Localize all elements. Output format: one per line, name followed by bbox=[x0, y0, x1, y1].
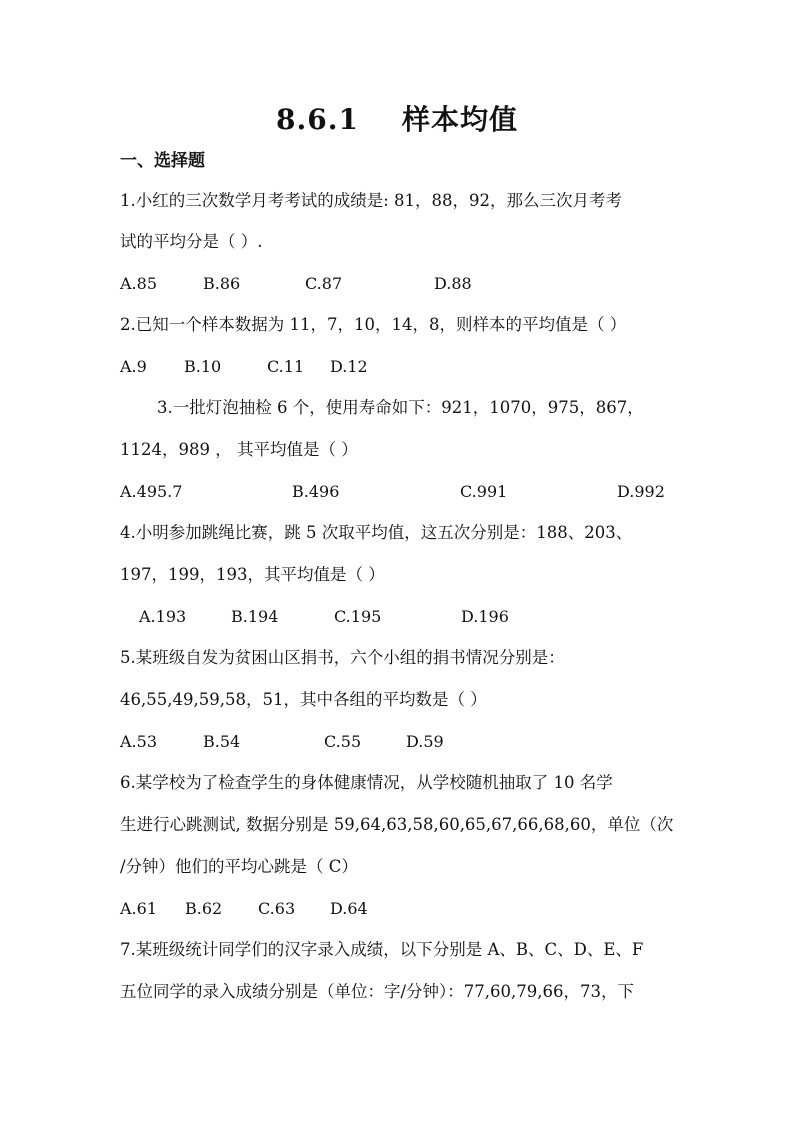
question-1-line-2: 试的平均分是（ ）. bbox=[120, 232, 263, 251]
question-5-option-c: C.55 bbox=[324, 732, 362, 751]
question-3-option-c: C.991 bbox=[460, 482, 508, 501]
question-6-line-1: 6.某学校为了检查学生的身体健康情况，从学校随机抽取了 10 名学 bbox=[120, 773, 613, 792]
question-4-option-b: B.194 bbox=[231, 607, 279, 626]
question-3-line-1: 3.一批灯泡抽检 6 个，使用寿命如下：921，1070，975，867， bbox=[157, 398, 644, 417]
question-6-option-d: D.64 bbox=[330, 899, 368, 918]
question-5-line-2: 46,55,49,59,58，51，其中各组的平均数是（ ） bbox=[120, 690, 487, 709]
question-1-option-a: A.85 bbox=[120, 274, 157, 293]
question-7-line-1: 7.某班级统计同学们的汉字录入成绩，以下分别是 A、B、C、D、E、F bbox=[120, 940, 644, 959]
question-3-line-2: 1124，989 ， 其平均值是（ ） bbox=[120, 440, 358, 459]
question-4-line-2: 197，199，193，其平均值是（ ） bbox=[120, 565, 385, 584]
question-4-line-1: 4.小明参加跳绳比赛，跳 5 次取平均值，这五次分别是：188、203、 bbox=[120, 523, 633, 542]
question-6-line-2: 生进行心跳测试, 数据分别是 59,64,63,58,60,65,67,66,68,60，单位（次 bbox=[120, 815, 674, 834]
question-5-option-a: A.53 bbox=[120, 732, 157, 751]
question-3-option-b: B.496 bbox=[292, 482, 340, 501]
question-1-option-d: D.88 bbox=[434, 274, 472, 293]
question-2-option-a: A.9 bbox=[120, 357, 147, 376]
question-5-line-1: 5.某班级自发为贫困山区捐书，六个小组的捐书情况分别是： bbox=[120, 648, 565, 667]
question-2-option-c: C.11 bbox=[267, 357, 305, 376]
question-6-option-a: A.61 bbox=[120, 899, 157, 918]
question-1-option-b: B.86 bbox=[203, 274, 241, 293]
question-1-option-c: C.87 bbox=[305, 274, 343, 293]
section-heading: 一、选择题 bbox=[120, 151, 205, 171]
page-title: 8.6.1 样本均值 bbox=[276, 103, 518, 136]
question-5-option-d: D.59 bbox=[406, 732, 444, 751]
question-3-option-a: A.495.7 bbox=[120, 482, 183, 501]
question-6-option-c: C.63 bbox=[258, 899, 296, 918]
question-3-option-d: D.992 bbox=[617, 482, 665, 501]
question-4-option-d: D.196 bbox=[461, 607, 509, 626]
question-7-line-2: 五位同学的录入成绩分别是（单位：字/分钟）：77,60,79,66，73，下 bbox=[120, 982, 635, 1001]
question-6-line-3: /分钟）他们的平均心跳是（ C） bbox=[120, 857, 358, 876]
question-1-line-1: 1.小红的三次数学月考考试的成绩是: 81，88，92，那么三次月考考 bbox=[120, 191, 623, 210]
question-2-option-b: B.10 bbox=[184, 357, 222, 376]
question-2-line-1: 2.已知一个样本数据为 11，7，10，14，8，则样本的平均值是（ ） bbox=[120, 315, 627, 334]
question-2-option-d: D.12 bbox=[330, 357, 368, 376]
question-4-option-c: C.195 bbox=[334, 607, 382, 626]
question-4-option-a: A.193 bbox=[139, 607, 187, 626]
question-5-option-b: B.54 bbox=[203, 732, 241, 751]
question-6-option-b: B.62 bbox=[185, 899, 223, 918]
